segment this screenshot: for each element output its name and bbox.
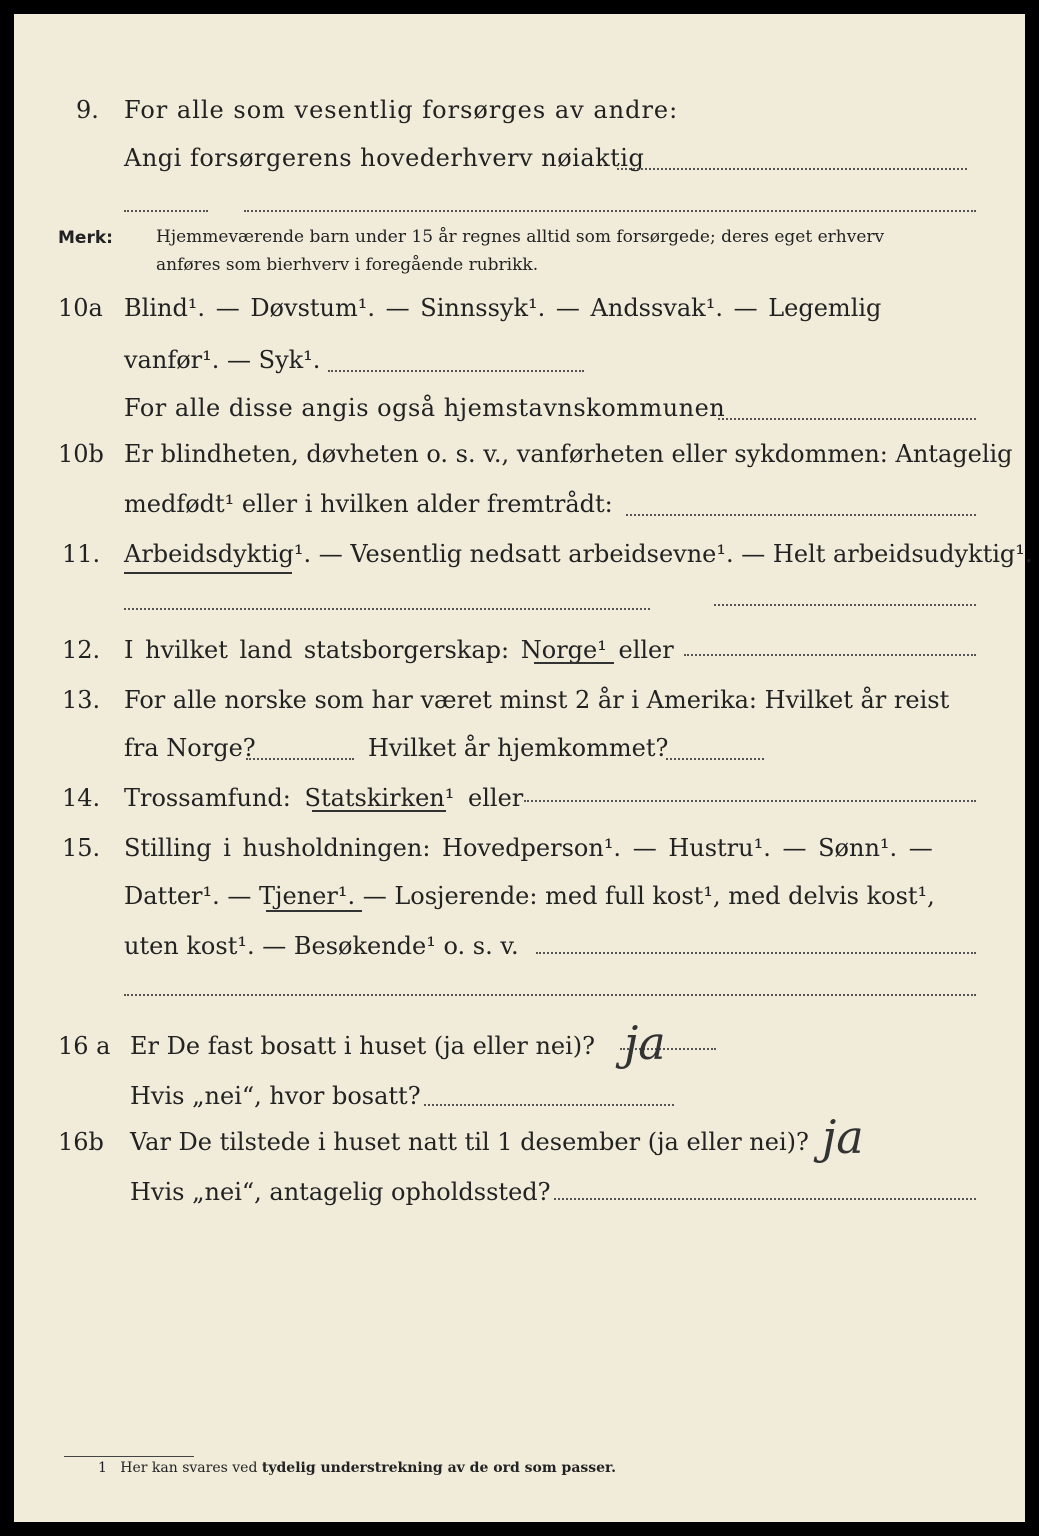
q16b-location-line[interactable]	[554, 1198, 976, 1200]
q14-eller: eller	[468, 784, 524, 812]
q11-rest: . — Vesentlig nedsatt arbeidsevne¹. — Helt arbeidsudyktig¹.	[303, 540, 1033, 568]
footnote-bold-text: tydelig understrekning av de ord som passer.	[261, 1460, 617, 1476]
merk-line2: anføres som bierhverv i foregående rubrikk.	[156, 255, 539, 275]
merk-line1: Hjemmeværende barn under 15 år regnes alltid som forsørgede; deres eget erhverv	[156, 227, 885, 247]
q16b-line1: Var De tilstede i huset natt til 1 desember (ja eller nei)?	[130, 1128, 809, 1156]
q15-datter: Datter¹. —	[124, 882, 252, 910]
q13-number: 13.	[62, 686, 101, 714]
q15-line3: uten kost¹. — Besøkende¹ o. s. v.	[124, 932, 519, 960]
q11-line	[124, 540, 1033, 568]
q9-line2: Angi forsørgerens hovederhverv nøiaktig	[124, 144, 645, 172]
q14-label: Trossamfund:	[124, 784, 291, 812]
q13-departure-year-line[interactable]	[246, 758, 354, 760]
q15-extra-line	[124, 994, 976, 996]
q13-line2b: Hvilket år hjemkommet?	[368, 734, 669, 762]
q16b-handwritten-answer[interactable]: ja	[822, 1110, 864, 1164]
q14-line	[124, 784, 523, 812]
q16a-residence-line[interactable]	[424, 1104, 674, 1106]
q10b-answer-line[interactable]	[626, 514, 976, 516]
footnote	[98, 1460, 616, 1476]
q12-question: I hvilket land statsborgerskap:	[124, 636, 510, 664]
q10a-line3: For alle disse angis også hjemstavnskommunen	[124, 394, 726, 422]
census-form-page	[14, 14, 1033, 1522]
q16a-line2: Hvis „nei“, hvor bosatt?	[130, 1082, 421, 1110]
q16b-line2: Hvis „nei“, antagelig opholdssted?	[130, 1178, 551, 1206]
q14-option-statskirken[interactable]: Statskirken¹	[304, 784, 455, 812]
q12-option-norge[interactable]: Norge¹	[520, 636, 607, 664]
q10a-number: 10a	[58, 294, 103, 322]
q15-handwritten-underline	[266, 910, 362, 912]
q9-line1: For alle som vesentlig forsørges av andre:	[124, 96, 679, 124]
q15-answer-line[interactable]	[536, 952, 976, 954]
q10b-number: 10b	[58, 440, 104, 468]
q9-extra-line-b	[244, 210, 976, 212]
q10a-sick-answer-line[interactable]	[328, 370, 584, 372]
q13-line2a: fra Norge?	[124, 734, 256, 762]
q12-line	[124, 636, 674, 664]
q12-answer-line[interactable]	[684, 654, 976, 656]
q15-line2-rest: . — Losjerende: med full kost¹, med delvis kost¹,	[347, 882, 935, 910]
q12-eller: eller	[618, 636, 674, 664]
q14-handwritten-underline	[312, 810, 446, 812]
q11-handwritten-underline	[124, 572, 292, 574]
q9-extra-line-a	[124, 210, 208, 212]
q15-number: 15.	[62, 834, 101, 862]
q16a-line1: Er De fast bosatt i huset (ja eller nei)?	[130, 1032, 596, 1060]
q10a-line2: vanfør¹. — Syk¹.	[124, 346, 321, 374]
q13-return-year-line[interactable]	[666, 758, 764, 760]
q14-number: 14.	[62, 784, 101, 812]
q9-number: 9.	[76, 96, 99, 124]
q13-line1: For alle norske som har været minst 2 år i Amerika: Hvilket år reist	[124, 686, 950, 714]
footnote-mark: 1	[98, 1460, 107, 1476]
q10b-line2: medfødt¹ eller i hvilken alder fremtrådt:	[124, 490, 613, 518]
q15-line1: Stilling i husholdningen: Hovedperson¹. — Hustru¹. — Sønn¹. —	[124, 834, 933, 862]
q16a-handwritten-answer[interactable]: ja	[624, 1016, 666, 1070]
q11-extra-line-a	[124, 608, 650, 610]
q12-number: 12.	[62, 636, 101, 664]
q11-number: 11.	[62, 540, 101, 568]
q12-handwritten-underline	[534, 662, 614, 664]
merk-label: Merk:	[58, 228, 113, 248]
q10a-hometown-answer-line[interactable]	[718, 418, 976, 420]
q11-extra-line-b	[714, 604, 976, 606]
footnote-text: Her kan svares ved	[120, 1460, 258, 1476]
q15-option-tjener[interactable]: Tjener¹	[259, 882, 348, 910]
q14-answer-line[interactable]	[524, 800, 976, 802]
footnote-rule	[64, 1456, 194, 1457]
q15-line2	[124, 882, 935, 910]
q16a-number: 16 a	[58, 1032, 111, 1060]
q10b-line1: Er blindheten, døvheten o. s. v., vanførheten eller sykdommen: Antagelig	[124, 440, 1013, 468]
q10a-line1: Blind¹. — Døvstum¹. — Sinnssyk¹. — Andssvak¹. — Legemlig	[124, 294, 882, 322]
q11-option-arbeidsdyktig[interactable]: Arbeidsdyktig¹	[124, 540, 304, 568]
q16b-number: 16b	[58, 1128, 104, 1156]
q9-answer-line[interactable]	[617, 168, 967, 170]
